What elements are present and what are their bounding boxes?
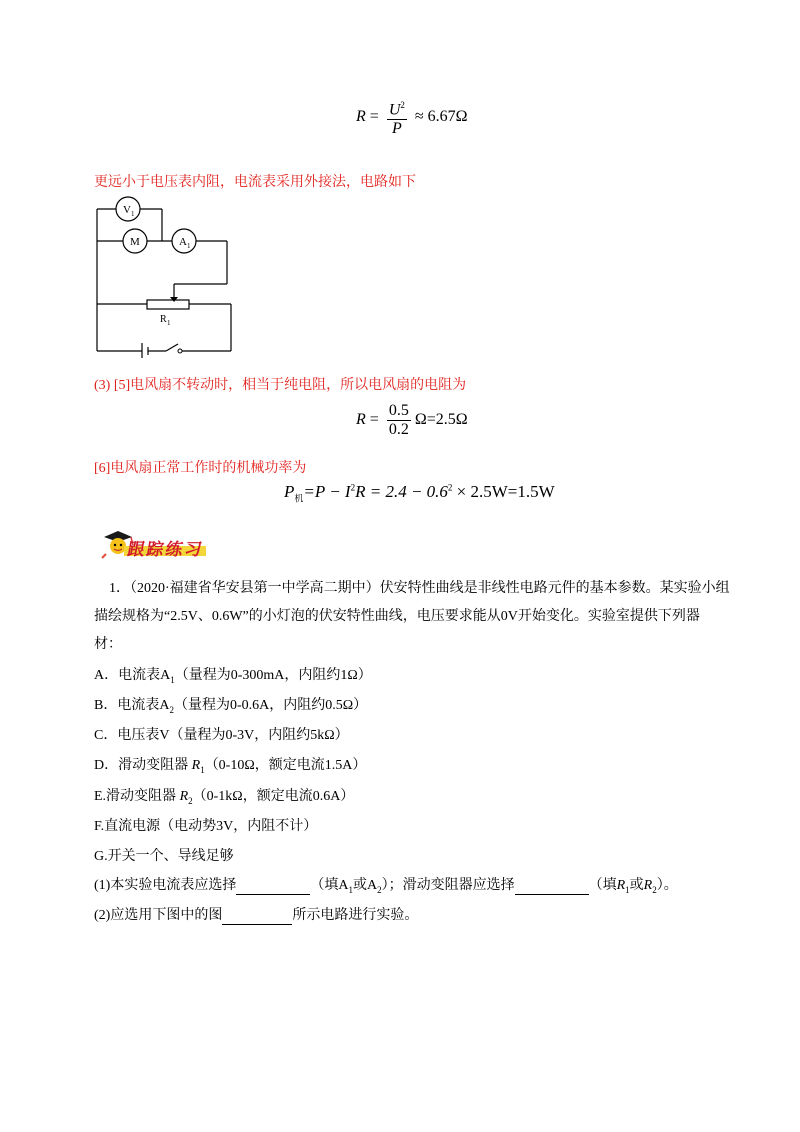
question-line-1: 1．（2020·福建省华安县第一中学高二期中）伏安特性曲线是非线性电路元件的基本参数。某实验小组	[109, 581, 730, 596]
option-f: F.直流电源（电动势3V，内阻不计）	[94, 819, 318, 834]
option-d: D．滑动变阻器 $R_1(0-10\Omega$，额定电流1.5A）	[94, 758, 367, 775]
option-e: E.滑动变阻器 $R_2(0-1k\Omega$，额定电流0.6A）	[94, 789, 355, 806]
formula-resistance-2: R = $\frac{0.5}{0.2}$ Ω=2.5Ω	[356, 402, 468, 438]
explanation-note: 更远小于电压表内阻，电流表采用外接法，电路如下	[94, 175, 416, 190]
step-3-text: (3) [5]电风扇不转动时，相当于纯电阻，所以电风扇的电阻为	[94, 378, 467, 393]
option-b: B．电流表$A_2$（量程为0-0.6A，内阻约0.5Ω）	[94, 698, 368, 715]
question-line-2: 描绘规格为“2.5V、0.6W”的小灯泡的伏安特性曲线，电压要求能从0V开始变化。实验室提供下列器	[94, 609, 700, 624]
option-g: G.开关一个、导线足够	[94, 849, 234, 864]
voltmeter-label: V	[123, 204, 131, 216]
sub-question-1: (1)本实验电流表应选择 （填$A_1$或$A_2$）；滑动变阻器应选择 （填$R_1$或$R_2$）。	[94, 878, 678, 895]
motor-label: M	[130, 236, 140, 248]
ammeter-label: A	[179, 236, 187, 248]
svg-text:1: 1	[131, 210, 135, 218]
banner-title: 跟踪练习	[125, 540, 206, 560]
fraction: $\frac{U^2}{P}$	[387, 96, 407, 138]
option-c: C．电压表V（量程为0-3V，内阻约5kΩ）	[94, 728, 349, 743]
answer-blank-ammeter[interactable]	[236, 878, 310, 895]
svg-text:1: 1	[167, 319, 171, 327]
option-a: A．电流表$A_1$（量程为0-300mA，内阻约1Ω）	[94, 668, 372, 685]
practice-banner	[98, 532, 208, 558]
svg-text:1: 1	[187, 242, 191, 250]
sub-question-2: (2)应选用下图中的图 所示电路进行实验。	[94, 908, 419, 923]
formula-resistance-1: R = $\frac{U^2}{P}$ ≈ 6.67Ω	[356, 96, 468, 138]
answer-blank-rheostat[interactable]	[515, 878, 589, 895]
circuit-diagram	[94, 196, 239, 358]
step-6-text: [6]电风扇正常工作时的机械功率为	[94, 461, 307, 476]
rheostat-label: R	[160, 314, 167, 325]
answer-blank-circuit[interactable]	[222, 908, 292, 925]
question-line-3: 材：	[94, 637, 122, 652]
formula-mech-power: $P_机=P - I^2R = 2.4 - 0.6^2 \times 2.5W=1.5W$	[284, 482, 555, 504]
